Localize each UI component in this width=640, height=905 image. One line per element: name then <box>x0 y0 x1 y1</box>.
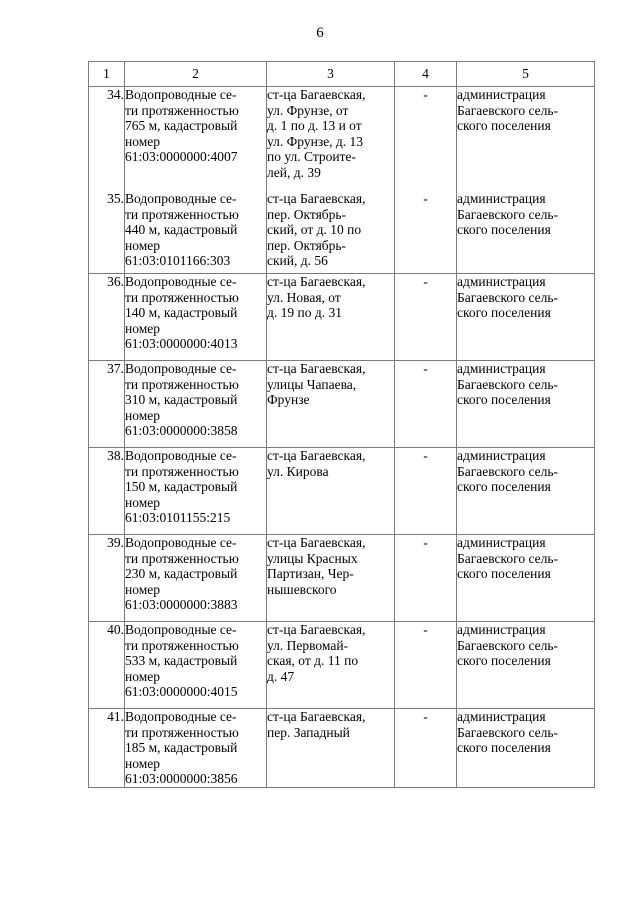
row-number: 38. <box>89 448 125 535</box>
object-owner: администрация Багаевского сель- ского поселения <box>457 274 595 361</box>
column-4-value: - <box>395 361 457 448</box>
table-row <box>89 361 595 448</box>
column-4-value: - <box>395 709 457 788</box>
table-row <box>89 191 595 274</box>
row-number: 40. <box>89 622 125 709</box>
object-location: ст-ца Багаевская, ул. Первомай- ская, от д. 11 по д. 47 <box>267 622 395 709</box>
row-number: 37. <box>89 361 125 448</box>
row-number: 34. <box>89 87 125 192</box>
object-owner: администрация Багаевского сель- ского поселения <box>457 448 595 535</box>
object-owner: администрация Багаевского сель- ского поселения <box>457 535 595 622</box>
row-number: 36. <box>89 274 125 361</box>
object-name: Водопроводные се- ти протяженностью 440 м, кадастровый номер 61:03:0101166:303 <box>125 191 267 274</box>
object-location: ст-ца Багаевская, улицы Чапаева, Фрунзе <box>267 361 395 448</box>
column-header: 4 <box>395 62 457 87</box>
object-location: ст-ца Багаевская, ул. Кирова <box>267 448 395 535</box>
column-4-value: - <box>395 87 457 192</box>
column-4-value: - <box>395 535 457 622</box>
column-4-value: - <box>395 622 457 709</box>
column-header: 3 <box>267 62 395 87</box>
table-row <box>89 448 595 535</box>
object-owner: администрация Багаевского сель- ского поселения <box>457 709 595 788</box>
table-row <box>89 274 595 361</box>
table-row <box>89 709 595 788</box>
object-name: Водопроводные се- ти протяженностью 140 м, кадастровый номер 61:03:0000000:4013 <box>125 274 267 361</box>
row-number: 35. <box>89 191 125 274</box>
property-table <box>88 61 595 788</box>
row-number: 41. <box>89 709 125 788</box>
table-row <box>89 87 595 192</box>
row-number: 39. <box>89 535 125 622</box>
object-location: ст-ца Багаевская, ул. Фрунзе, от д. 1 по д. 13 и от ул. Фрунзе, д. 13 по ул. Строите- лей, д. 39 <box>267 87 395 192</box>
object-location: ст-ца Багаевская, ул. Новая, от д. 19 по д. 31 <box>267 274 395 361</box>
column-4-value: - <box>395 191 457 274</box>
object-owner: администрация Багаевского сель- ского поселения <box>457 361 595 448</box>
object-name: Водопроводные се- ти протяженностью 230 м, кадастровый номер 61:03:0000000:3883 <box>125 535 267 622</box>
column-header: 1 <box>89 62 125 87</box>
object-name: Водопроводные се- ти протяженностью 533 м, кадастровый номер 61:03:0000000:4015 <box>125 622 267 709</box>
object-owner: администрация Багаевского сель- ского поселения <box>457 191 595 274</box>
column-header: 5 <box>457 62 595 87</box>
object-location: ст-ца Багаевская, улицы Красных Партизан, Чер- нышевского <box>267 535 395 622</box>
column-4-value: - <box>395 448 457 535</box>
page-number: 6 <box>316 25 324 41</box>
object-location: ст-ца Багаевская, пер. Западный <box>267 709 395 788</box>
object-name: Водопроводные се- ти протяженностью 310 м, кадастровый номер 61:03:0000000:3858 <box>125 361 267 448</box>
table-row <box>89 535 595 622</box>
object-name: Водопроводные се- ти протяженностью 150 м, кадастровый номер 61:03:0101155:215 <box>125 448 267 535</box>
object-name: Водопроводные се- ти протяженностью 185 м, кадастровый номер 61:03:0000000:3856 <box>125 709 267 788</box>
table-header-row <box>89 62 595 87</box>
object-owner: администрация Багаевского сель- ского поселения <box>457 87 595 192</box>
object-owner: администрация Багаевского сель- ского поселения <box>457 622 595 709</box>
column-header: 2 <box>125 62 267 87</box>
table-row <box>89 622 595 709</box>
object-location: ст-ца Багаевская, пер. Октябрь- ский, от д. 10 по пер. Октябрь- ский, д. 56 <box>267 191 395 274</box>
column-4-value: - <box>395 274 457 361</box>
object-name: Водопроводные се- ти протяженностью 765 м, кадастровый номер 61:03:0000000:4007 <box>125 87 267 192</box>
